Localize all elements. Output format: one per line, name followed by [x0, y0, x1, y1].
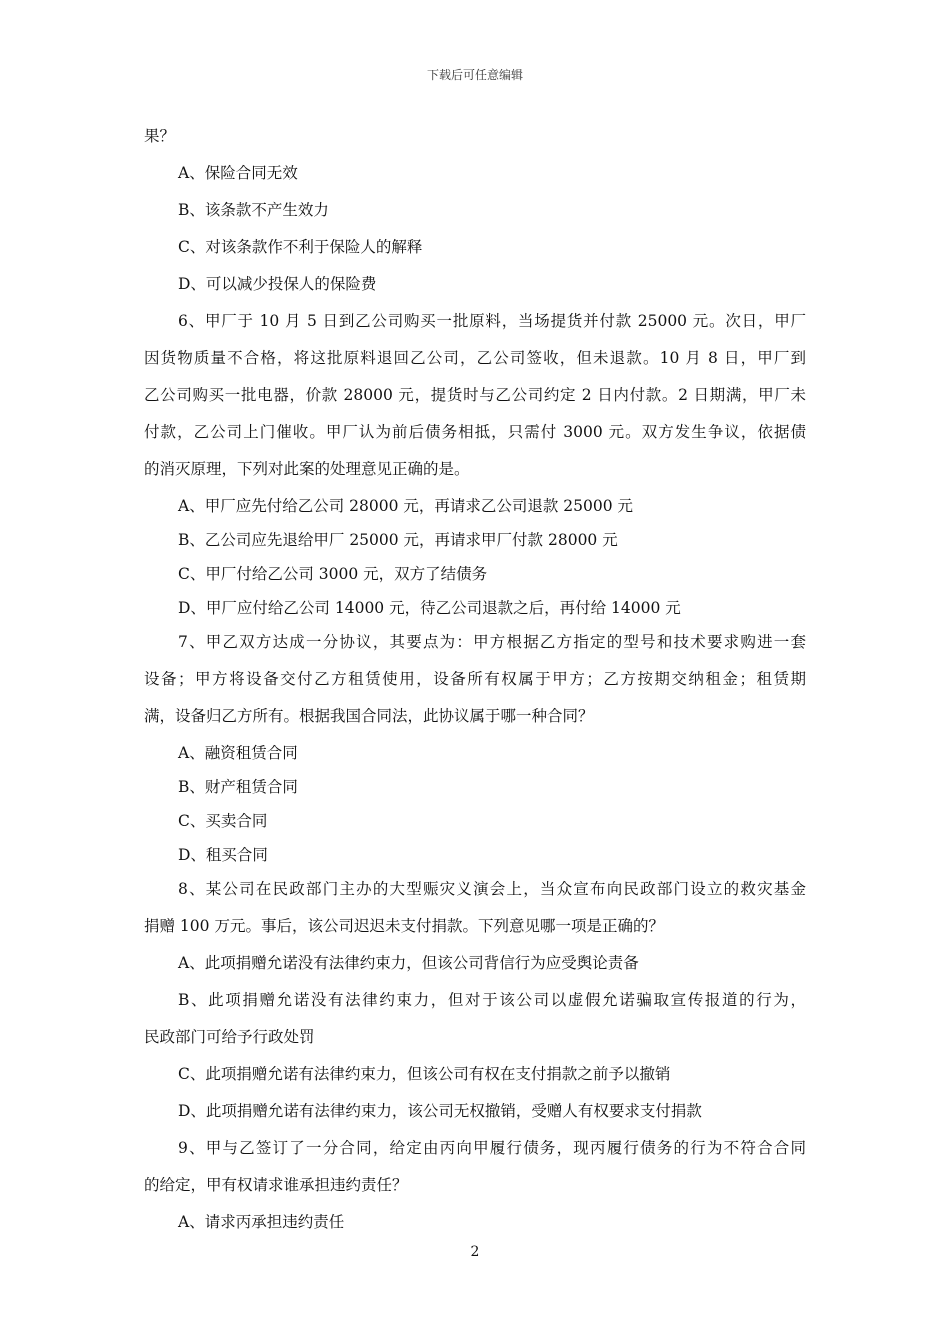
option-a: A、甲厂应先付给乙公司 28000 元，再请求乙公司退款 25000 元: [178, 497, 634, 515]
option-b: B、财产租赁合同: [178, 778, 298, 796]
option-a: A、此项捐赠允诺没有法律约束力，但该公司背信行为应受舆论责备: [178, 954, 639, 972]
question-text: 捐赠 100 万元。事后，该公司迟迟未支付捐款。下列意见哪一项是正确的？: [144, 917, 664, 935]
question-text: 因货物质量不合格，将这批原料退回乙公司，乙公司签收，但未退款。10 月 8 日，甲厂到: [144, 349, 806, 367]
option-d: D、租买合同: [178, 846, 268, 864]
option-a: A、请求丙承担违约责任: [178, 1213, 345, 1231]
question-text: 的消灭原理，下列对此案的处理意见正确的是。: [144, 460, 470, 478]
option-c: C、此项捐赠允诺有法律约束力，但该公司有权在支付捐款之前予以撤销: [178, 1065, 671, 1083]
question-text: 设备；甲方将设备交付乙方租赁使用，设备所有权属于甲方；乙方按期交纳租金；租赁期: [144, 670, 806, 688]
document-body: [144, 121, 806, 1244]
question-text: 满，设备归乙方所有。根据我国合同法，此协议属于哪一种合同？: [144, 707, 594, 725]
option-a: A、融资租赁合同: [178, 744, 298, 762]
option-c: C、买卖合同: [178, 812, 268, 830]
question-6: 6、甲厂于 10 月 5 日到乙公司购买一批原料，当场提货并付款 25000 元。次日，甲厂: [178, 312, 806, 330]
option-c: C、对该条款作不利于保险人的解释: [178, 238, 423, 256]
question-9: 9、甲与乙签订了一分合同，给定由丙向甲履行债务，现丙履行债务的行为不符合合同: [178, 1139, 806, 1157]
question-text: 乙公司购买一批电器，价款 28000 元，提货时与乙公司约定 2 日内付款。2 日期满，甲厂未: [144, 386, 806, 404]
question-text: 果？: [144, 127, 176, 145]
question-8: 8、某公司在民政部门主办的大型赈灾义演会上，当众宣布向民政部门设立的救灾基金: [178, 880, 806, 898]
question-7: 7、甲乙双方达成一分协议，其要点为：甲方根据乙方指定的型号和技术要求购进一套: [178, 633, 806, 651]
option-a: A、保险合同无效: [178, 164, 298, 182]
question-text: 付款，乙公司上门催收。甲厂认为前后债务相抵，只需付 3000 元。双方发生争议，依据债: [144, 423, 806, 441]
page-header: 下载后可任意编辑: [426, 68, 523, 82]
option-d: D、此项捐赠允诺有法律约束力，该公司无权撤销，受赠人有权要求支付捐款: [178, 1102, 702, 1120]
question-text: 的给定，甲有权请求谁承担违约责任？: [144, 1176, 408, 1194]
option-d: D、可以减少投保人的保险费: [178, 275, 377, 293]
option-b: B、乙公司应先退给甲厂 25000 元，再请求甲厂付款 28000 元: [178, 531, 618, 549]
option-b: B、该条款不产生效力: [178, 201, 329, 219]
option-c: C、甲厂付给乙公司 3000 元，双方了结债务: [178, 565, 488, 583]
page-number: 2: [470, 1244, 480, 1260]
option-b: B、此项捐赠允诺没有法律约束力，但对于该公司以虚假允诺骗取宣传报道的行为，: [178, 991, 806, 1009]
option-d: D、甲厂应付给乙公司 14000 元，待乙公司退款之后，再付给 14000 元: [178, 599, 681, 617]
option-b-continued: 民政部门可给予行政处罚: [144, 1028, 315, 1046]
